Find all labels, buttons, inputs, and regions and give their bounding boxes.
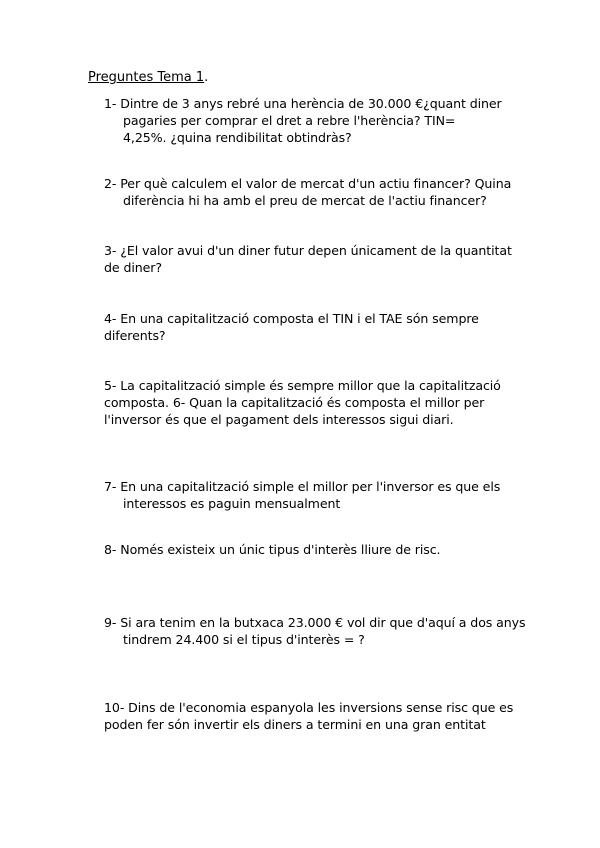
question-8-line-1: 8- Només existeix un únic tipus d'interès lliure de risc. (104, 542, 441, 557)
question-2-line-1: 2- Per què calculem el valor de mercat d'un actiu financer? Quina (104, 176, 512, 191)
question-5-line-3: l'inversor és que el pagament dels interessos sigui diari. (104, 412, 454, 427)
page-title-text: Preguntes Tema 1 (88, 70, 205, 85)
question-3-line-2: de diner? (104, 260, 162, 275)
question-1-line-3: 4,25%. ¿quina rendibilitat obtindràs? (123, 130, 352, 145)
question-7-line-1: 7- En una capitalització simple el millor per l'inversor es que els (104, 479, 501, 494)
question-10-line-2: poden fer són invertir els diners a termini en una gran entitat (104, 717, 486, 732)
question-9-line-2: tindrem 24.400 si el tipus d'interès = ? (123, 632, 365, 647)
question-4-line-1: 4- En una capitalització composta el TIN i el TAE són sempre (104, 311, 479, 326)
question-5-line-1: 5- La capitalització simple és sempre millor que la capitalització (104, 378, 501, 393)
question-4-line-2: diferents? (104, 328, 166, 343)
page-title (88, 69, 208, 86)
question-5-line-2: composta. 6- Quan la capitalització és composta el millor per (104, 395, 485, 410)
question-3-line-1: 3- ¿El valor avui d'un diner futur depen únicament de la quantitat (104, 243, 512, 258)
question-1-line-1: 1- Dintre de 3 anys rebré una herència de 30.000 €¿quant diner (104, 96, 502, 111)
question-2-line-2: diferència hi ha amb el preu de mercat de l'actiu financer? (123, 193, 487, 208)
question-9-line-1: 9- Si ara tenim en la butxaca 23.000 € vol dir que d'aquí a dos anys (104, 615, 526, 630)
question-1-line-2: pagaries per comprar el dret a rebre l'herència? TIN= (123, 113, 456, 128)
page-title-period: . (204, 70, 209, 85)
question-10-line-1: 10- Dins de l'economia espanyola les inversions sense risc que es (104, 700, 514, 715)
question-7-line-2: interessos es paguin mensualment (123, 496, 341, 511)
